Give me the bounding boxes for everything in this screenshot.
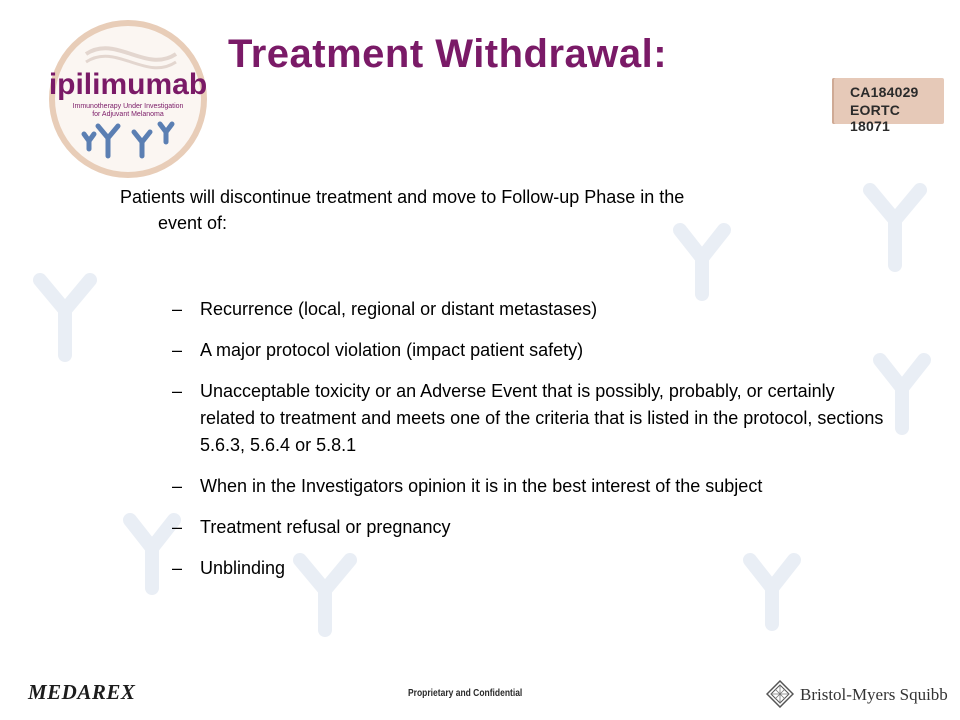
slide-title: Treatment Withdrawal: bbox=[228, 32, 668, 76]
list-item bbox=[172, 378, 892, 459]
list-item-text: A major protocol violation (impact patient safety) bbox=[200, 340, 584, 360]
list-item-text: Recurrence (local, regional or distant metastases) bbox=[200, 299, 598, 319]
list-item-text: Unblinding bbox=[200, 558, 286, 578]
bullet-dash: – bbox=[172, 299, 183, 319]
list-item bbox=[172, 296, 892, 323]
bullet-dash: – bbox=[172, 381, 183, 401]
bms-wordmark: Bristol-Myers Squibb bbox=[800, 685, 948, 704]
study-id-line-2: EORTC 18071 bbox=[850, 102, 900, 134]
list-item-text: Treatment refusal or pregnancy bbox=[200, 517, 451, 537]
logo-wordmark: ipilimumab bbox=[48, 68, 208, 101]
bullet-dash: – bbox=[172, 558, 183, 578]
list-item bbox=[172, 473, 892, 500]
intro-line-2: event of: bbox=[158, 213, 228, 233]
bullet-dash: – bbox=[172, 476, 183, 496]
bullet-dash: – bbox=[172, 517, 183, 537]
study-id-line-1: CA184029 bbox=[850, 84, 919, 100]
ipilimumab-logo bbox=[36, 14, 220, 184]
intro-paragraph bbox=[120, 184, 860, 236]
list-item-text: When in the Investigators opinion it is in the best interest of the subject bbox=[200, 476, 763, 496]
logo-tagline-2: for Adjuvant Melanoma bbox=[92, 111, 164, 118]
logo-tagline-1: Immunotherapy Under Investigation bbox=[72, 103, 184, 110]
list-item bbox=[172, 514, 892, 541]
medarex-logo: MEDAREX bbox=[28, 680, 136, 704]
confidentiality-notice: Proprietary and Confidential bbox=[408, 688, 523, 699]
bullet-dash: – bbox=[172, 340, 183, 360]
list-item bbox=[172, 555, 892, 582]
withdrawal-criteria-list bbox=[172, 296, 892, 596]
study-id-badge bbox=[832, 78, 944, 134]
list-item bbox=[172, 337, 892, 364]
bms-emblem-icon bbox=[766, 680, 794, 708]
intro-line-1: Patients will discontinue treatment and move to Follow-up Phase in the bbox=[120, 187, 685, 207]
list-item-text: Unacceptable toxicity or an Adverse Event that is possibly, probably, or certainly related to treatment and meets one of the criteria that is listed in the protocol, sections 5.6.3, 5.6.4 or 5.8.1 bbox=[200, 381, 884, 455]
